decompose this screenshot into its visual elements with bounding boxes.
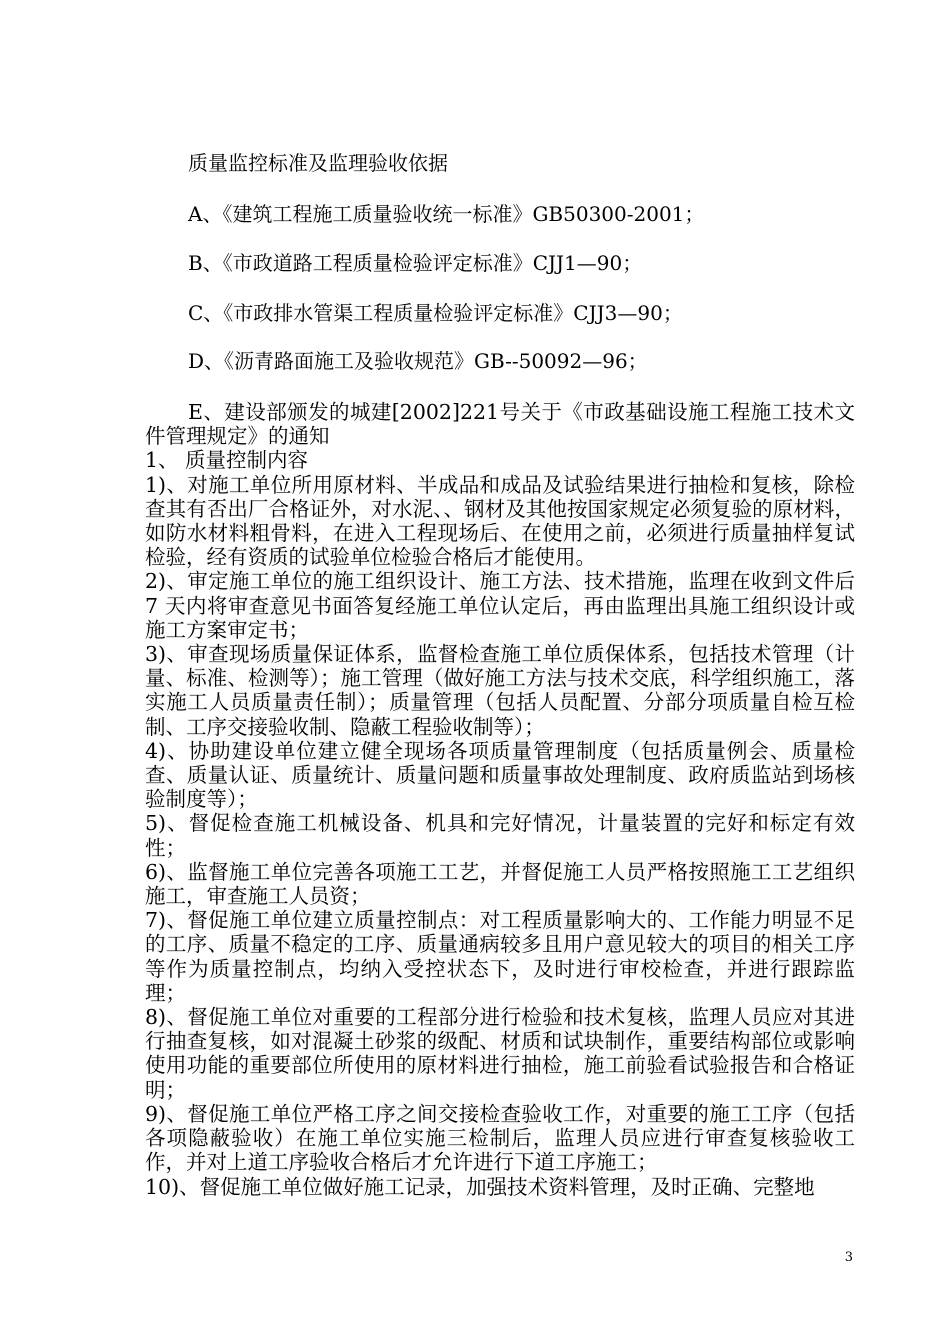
list-item-7: 7)、督促施工单位建立质量控制点：对工程质量影响大的、工作能力明显不足的工序、质量不稳定的工序、质量通病较多且用户意见较大的项目的相关工序等作为质量控制点，均纳入受控状态下，及时进行审校检查，并进行跟踪监理；: [145, 908, 855, 1005]
reference-a: A、《建筑工程施工质量验收统一标准》GB50300-2001；: [188, 202, 705, 226]
list-item-1: 1)、对施工单位所用原材料、半成品和成品及试验结果进行抽检和复核，除检查其有否出厂合格证外，对水泥、、钢材及其他按国家规定必须复验的原材料，如防水材料粗骨料，在进入工程现场后、在使用之前，必须进行质量抽样复试检验，经有资质的试验单位检验合格后才能使用。: [145, 472, 855, 570]
list-item-8: 8)、督促施工单位对重要的工程部分进行检验和技术复核，监理人员应对其进行抽查复核，如对混凝土砂浆的级配、材质和试块制作，重要结构部位或影响使用功能的重要部位所使用的原材料进行抽检，施工前验看试验报告和合格证明；: [145, 1005, 855, 1102]
page-number: 3: [844, 1250, 853, 1265]
section-quality-control-content: 1、 质量控制内容: [145, 448, 309, 473]
list-item-4: 4)、协助建设单位建立健全现场各项质量管理制度（包括质量例会、质量检查、质量认证、质量统计、质量问题和质量事故处理制度、政府质监站到场核验制度等）；: [145, 738, 855, 812]
list-item-2: 2)、审定施工单位的施工组织设计、施工方法、技术措施，监理在收到文件后7 天内将审查意见书面答复经施工单位认定后，再由监理出具施工组织设计或施工方案审定书；: [145, 569, 855, 642]
reference-e: E、建设部颁发的城建[2002]221号关于《市政基础设施工程施工技术文件管理规定》的通知: [145, 400, 855, 449]
body-text: [145, 400, 855, 1199]
list-item-5: 5)、督促检查施工机械设备、机具和完好情况，计量装置的完好和标定有效性；: [145, 811, 855, 860]
reference-c: C、《市政排水管渠工程质量检验评定标准》CJJ3—90；: [188, 301, 683, 325]
section-heading: 质量监控标准及监理验收依据: [188, 151, 448, 175]
list-item-9: 9)、督促施工单位严格工序之间交接检查验收工作，对重要的施工工序（包括各项隐蔽验收）在施工单位实施三检制后，监理人员应进行审查复核验收工作，并对上道工序验收合格后才允许进行下道工序施工；: [145, 1101, 855, 1175]
reference-b: B、《市政道路工程质量检验评定标准》CJJ1—90；: [188, 251, 643, 275]
list-item-10: 10)、督促施工单位做好施工记录，加强技术资料管理，及时正确、完整地: [145, 1174, 815, 1199]
list-item-6: 6)、监督施工单位完善各项施工工艺，并督促施工人员严格按照施工工艺组织施工，审查施工人员资；: [145, 859, 855, 909]
reference-d: D、《沥青路面施工及验收规范》GB--50092—96；: [188, 349, 648, 373]
list-item-3: 3)、审查现场质量保证体系，监督检查施工单位质保体系，包括技术管理（计量、标准、检测等）；施工管理（做好施工方法与技术交底，科学组织施工，落实施工人员质量责任制）；质量管理（包括人员配置、分部分项质量自检互检制、工序交接验收制、隐蔽工程验收制等）；: [145, 642, 855, 739]
